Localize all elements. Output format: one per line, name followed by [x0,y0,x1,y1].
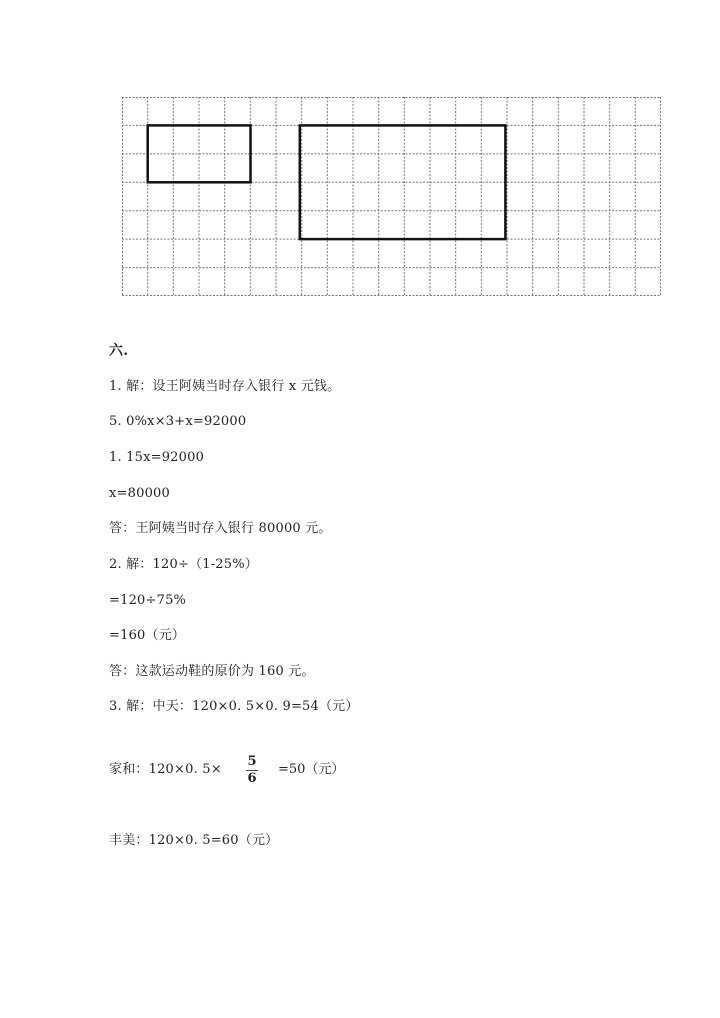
grid-svg [122,97,661,296]
fraction-numerator: 5 [247,754,257,769]
jiahe-prefix: 家和：120×0. 5× [109,762,222,777]
problem2-line3: =160（元） [109,628,186,643]
problem1-line4: x=80000 [109,486,170,501]
problem2-line2: =120÷75% [109,593,187,608]
problem1-line1: 1. 解：设王阿姨当时存入银行 x 元钱。 [109,379,341,394]
problem2-line1: 2. 解：120÷（1-25%） [109,557,258,572]
section-heading: 六. [109,343,129,359]
problem1-answer: 答：王阿姨当时存入银行 80000 元。 [109,521,332,536]
problem3-line1: 3. 解：中天：120×0. 5×0. 9=54（元） [109,699,359,714]
fraction-five-sixths [244,755,260,786]
problem2-answer: 答：这款运动鞋的原价为 160 元。 [109,664,315,679]
dotted-grid-figure [122,97,661,296]
problem1-line2: 5. 0%x×3+x=92000 [109,414,247,429]
problem1-line3: 1. 15x=92000 [109,450,205,465]
fraction-denominator: 6 [247,771,257,786]
jiahe-suffix: =50（元） [278,762,345,777]
fengmei-line: 丰美：120×0. 5=60（元） [109,833,279,848]
